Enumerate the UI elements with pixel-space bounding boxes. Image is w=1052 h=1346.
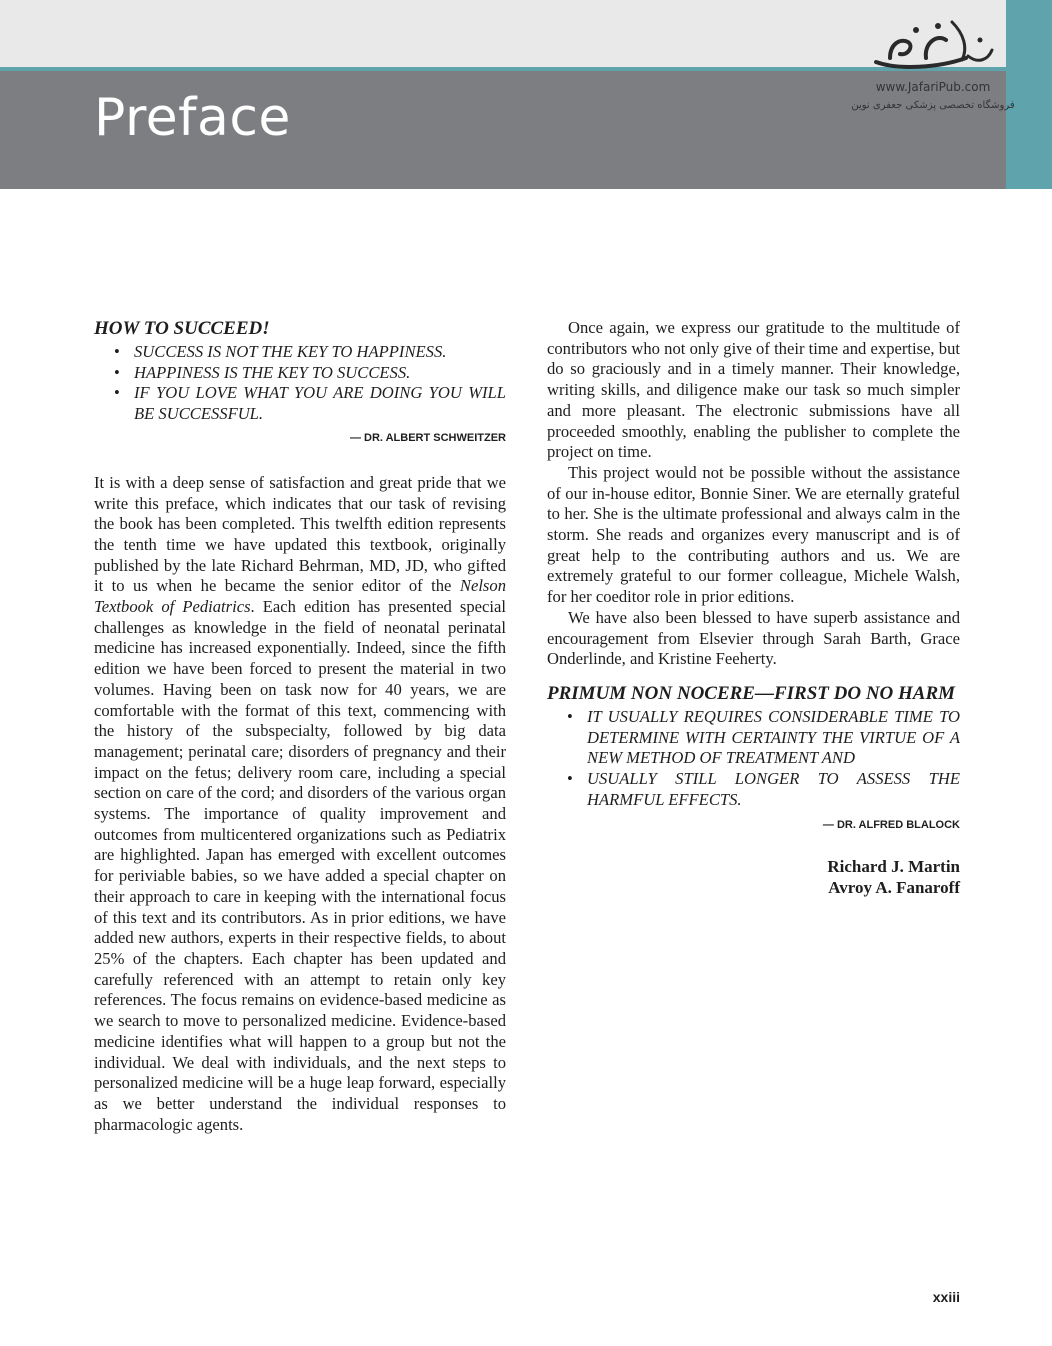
epigraph-line: • IF YOU LOVE WHAT YOU ARE DOING YOU WILL BE SUCCESSFUL.	[94, 383, 506, 424]
preface-paragraph-3: This project would not be possible without the assistance of our in-house editor, Bonnie Siner. We are eternally grateful to her. She is the ultimate professional and always calm in the storm. She reads and organizes every manuscript and is of great help to the contributing authors and us. We are extremely grateful to our former colleague, Michele Walsh, for her coeditor role in prior editions.	[547, 462, 960, 607]
epigraph-line: • IT USUALLY REQUIRES CONSIDERABLE TIME TO DETERMINE WITH CERTAINTY THE VIRTUE OF A NEW METHOD OF TREATMENT AND	[547, 707, 960, 769]
page-title: Preface	[94, 88, 291, 148]
author-name: Avroy A. Fanaroff	[828, 878, 960, 898]
left-column	[94, 318, 506, 1135]
author-name: Richard J. Martin	[827, 857, 960, 877]
preface-paragraph-1	[94, 473, 506, 1136]
epigraph-attribution: — DR. ALFRED BLALOCK	[822, 819, 960, 832]
right-column	[547, 318, 960, 898]
epigraph-primum-non-nocere	[547, 683, 960, 833]
author-signatures	[547, 856, 960, 898]
paragraph-text: It is with a deep sense of satisfaction and great pride that we write this preface, which indicates that our task of revising the book has been completed. This twelfth edition represents the tenth time we have updated this textbook, originally published by the late Richard Behrman, MD, JD, who gifted it to us when he became the senior editor of the	[94, 472, 506, 596]
preface-paragraph-2: Once again, we express our gratitude to the multitude of contributors who not only give of their time and expertise, but do so graciously and in a timely manner. Their knowledge, writing skills, and diligence make our task so much simpler and more pleasant. The electronic submissions have all proceeded smoothly, enabling the publisher to complete the project on time.	[547, 318, 960, 462]
watermark-url: www.JafariPub.com	[875, 80, 991, 94]
epigraph-line: • SUCCESS IS NOT THE KEY TO HAPPINESS.	[94, 342, 506, 363]
calligraphy-logo-icon	[868, 18, 998, 78]
epigraph-how-to-succeed	[94, 318, 506, 445]
watermark-tagline: فروشگاه تخصصی پزشکی جعفری نوین	[851, 100, 1015, 111]
epigraph-heading: PRIMUM NON NOCERE—FIRST DO NO HARM	[547, 682, 956, 704]
epigraph-attribution: — DR. ALBERT SCHWEITZER	[349, 431, 506, 444]
book-title: Nelson Textbook of Pediatrics	[94, 576, 506, 617]
preface-paragraph-4: We have also been blessed to have superb assistance and encouragement from Elsevier through Sarah Barth, Grace Onderlinde, and Kristine Feeherty.	[547, 607, 960, 669]
paragraph-text: . Each edition has presented special challenges as knowledge in the field of neonatal perinatal medicine has increased exponentially. Indeed, since the fifth edition we have been forced to present the material in two volumes. Having been on task now for 40 years, we are comfortable with the format of this text, commencing with the history of the subspecialty, followed by big data management; perinatal care; disorders of pregnancy and their impact on the fetus; delivery room care, including a special section on care of the cord; and disorders of the various organ systems. The importance of quality improvement and outcomes from multicentered organizations such as Pediatrix are highlighted. Japan has emerged with excellent outcomes for periviable babies, so we have added a special chapter on their approach to care in keeping with the international focus of this text and its contributors. As in prior editions, we have added new authors, experts in their respective fields, to about 25% of the chapters. Each chapter has been updated and carefully referenced with an attempt to retain only key references. The focus remains on evidence-based medicine as we search to move to personalized medicine. Evidence-based medicine identifies what will happen to a group but not the individual. We deal with individuals, and the next steps to personalized medicine will be a huge leap forward, especially as we better understand the individual responses to pharmacologic agents.	[94, 597, 506, 1134]
publisher-watermark	[848, 18, 1018, 122]
page-number: xxiii	[932, 1289, 960, 1305]
epigraph-list	[94, 342, 506, 425]
epigraph-heading: HOW TO SUCCEED!	[94, 318, 270, 339]
epigraph-line: • USUALLY STILL LONGER TO ASSESS THE HARMFUL EFFECTS.	[547, 769, 960, 810]
epigraph-list	[547, 707, 960, 811]
epigraph-line: • HAPPINESS IS THE KEY TO SUCCESS.	[94, 363, 506, 384]
